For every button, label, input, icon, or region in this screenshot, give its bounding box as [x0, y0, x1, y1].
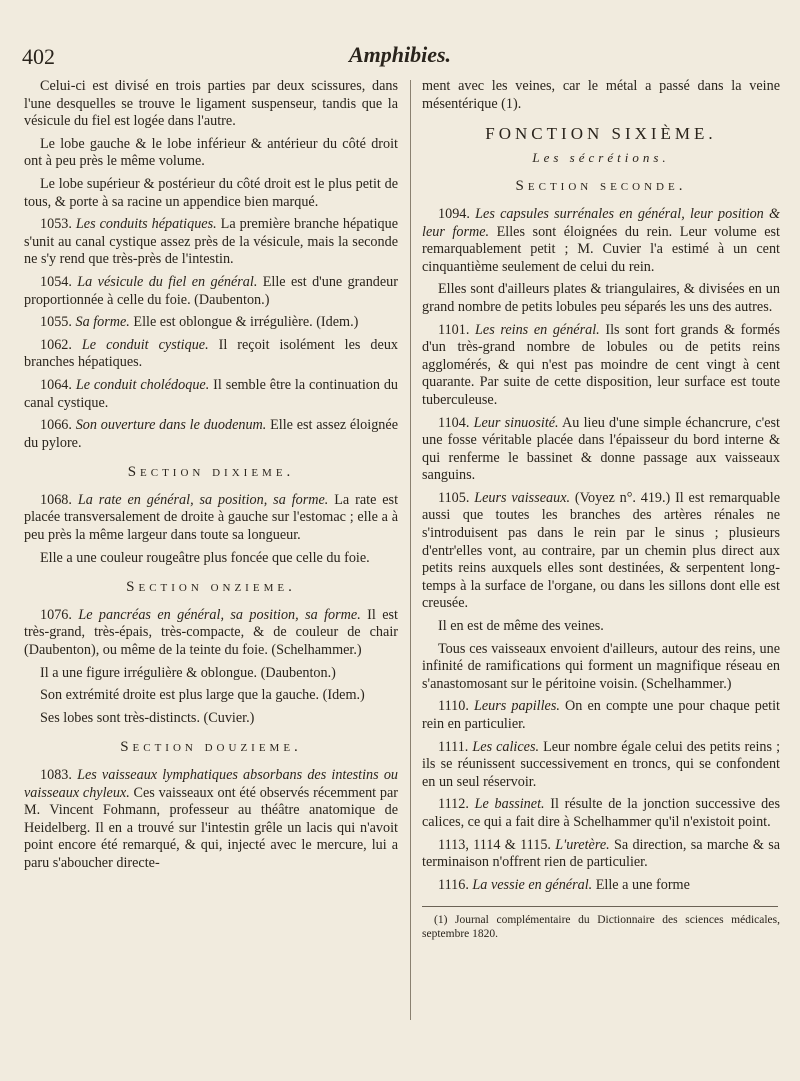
entry-number: 1112.: [438, 796, 469, 813]
entry-1110: [422, 698, 780, 733]
section-heading: Section onzieme.: [126, 579, 296, 596]
entry-number: 1111.: [438, 738, 469, 755]
entry-title: Le pancréas en général, sa position, sa forme.: [78, 606, 361, 623]
paragraph: ment avec les veines, car le métal a passé dans la veine mésentérique (1).: [422, 78, 780, 112]
entry-text: Ces vaisseaux ont été observés récemment par M. Vincent Fohmann, professeur au théâtre anatomique de Heidelberg. Il en a trouvé sur l'intestin grêle un lacis qui n'avoit point encore été remarqué, & qui, injecté avec le mercure, lui a paru s'aboucher directe-: [24, 784, 398, 871]
fonction-heading: FONCTION SIXIÈME.: [485, 124, 717, 144]
paragraph: Son extrémité droite est plus large que la gauche. (Idem.): [40, 687, 365, 704]
entry-text: Elle est oblongue & irrégulière. (Idem.): [133, 314, 359, 331]
entry-number: 1110.: [438, 698, 469, 715]
section-heading: Section dixieme.: [127, 464, 295, 481]
entry-1111: [422, 739, 780, 792]
entry-text: Leur nombre égale celui des petits reins ; ils se réunissent successivement en troncs, qui se confondent en un seul réservoir.: [422, 738, 781, 790]
entry-title: La vésicule du fiel en général.: [77, 273, 258, 290]
entry-text: On en compte une pour chaque petit rein en particulier.: [422, 698, 781, 732]
entry-1055: [24, 314, 398, 332]
paragraph: Le lobe supérieur & postérieur du côté droit est le plus petit de tous, & porte à sa racine un appendice bien marqué.: [24, 175, 398, 210]
footnote-rule: [422, 906, 778, 907]
entry-title: Les calices.: [472, 738, 540, 755]
entry-number: 1053.: [40, 216, 72, 233]
entry-1101: [422, 322, 780, 410]
entry-text: Elles sont éloignées du rein. Leur volume est remarquablement petit ; M. Cuvier l'a estimé à un cent cinquantième seulement de celui du rein.: [422, 223, 780, 275]
paragraph: Il en est de même des veines.: [438, 618, 604, 635]
paragraph: Elle a une couleur rougeâtre plus foncée que celle du foie.: [40, 549, 370, 566]
entry-text: Au lieu d'une simple échancrure, c'est une fosse véritable placée dans l'épaisseur du bord interne & qui renferme le bassinet & donne passage aux vaisseaux sanguins.: [422, 414, 780, 484]
entry-1113: [422, 837, 780, 872]
entry-1064: [24, 377, 398, 412]
entry-title: La rate en général, sa position, sa forme.: [77, 491, 329, 508]
page-number: 402: [22, 44, 55, 69]
entry-title: L'uretère.: [555, 836, 610, 853]
page-header: [0, 40, 800, 80]
entry-text: Elle a une forme: [595, 876, 690, 893]
entry-1105: [422, 490, 780, 613]
section-heading: Section douzieme.: [120, 739, 302, 756]
entry-1068: [24, 492, 398, 545]
entry-title: Son ouverture dans le duodenum.: [75, 417, 267, 434]
entry-text: Elle est assez éloignée du pylore.: [24, 417, 398, 451]
entry-title: La vessie en général.: [472, 876, 593, 893]
entry-number: 1101.: [438, 321, 470, 338]
paragraph: Il a une figure irrégulière & oblongue. (Daubenton.): [40, 664, 336, 681]
left-column: [24, 78, 398, 878]
entry-1066: [24, 417, 398, 452]
entry-title: Leurs vaisseaux.: [474, 489, 571, 506]
entry-1116: [422, 877, 780, 895]
entry-text: La rate est placée transversalement de droite à gauche sur l'estomac ; elle a à peu près la même largeur dans toute sa longueur.: [24, 491, 399, 544]
paragraph: Celui-ci est divisé en trois parties par deux scissures, dans l'une desquelles se trouve le ligament suspenseur, tandis que la vésicule du fiel est logée dans l'autre.: [24, 78, 398, 130]
paragraph: Ses lobes sont très-distincts. (Cuvier.): [40, 709, 255, 726]
entry-number: 1094.: [438, 205, 470, 222]
paragraph: Tous ces vaisseaux envoient d'ailleurs, autour des reins, une infinité de ramifications qui forment un magnifique réseau en s'anastomosant sur le péritoine voisin. (Schelhammer.): [422, 640, 780, 692]
entry-title: Leurs papilles.: [473, 698, 560, 715]
entry-number: 1076.: [40, 606, 72, 623]
entry-number: 1105.: [438, 489, 470, 506]
fonction-subheading: Les sécrétions.: [532, 149, 670, 165]
entry-number: 1066.: [40, 417, 72, 434]
entry-1083: [24, 767, 398, 873]
entry-number: 1083.: [40, 767, 72, 783]
paragraph: Le lobe gauche & le lobe inférieur & antérieur du côté droit ont à peu près le même volume.: [24, 135, 398, 170]
entry-number: 1068.: [40, 491, 72, 508]
entry-text: (Voyez n°. 419.) Il est remarquable aussi que toutes les branches des artères rénales ne s'introduisent pas dans le rein par le sinus ; plusieurs d'entr'elles vont, au contraire, par un chemin plus direct aux petits reins auxquels elles sont destinées, & serpentent long-temps à la surface de l'organe, ou dans les sillons dont elle est creusée.: [422, 489, 781, 612]
entry-title: Le bassinet.: [474, 796, 545, 813]
entry-1112: [422, 796, 780, 831]
entry-text: Il est très-grand, très-épais, très-compacte, & de couleur de chair (Daubenton), ou même de la teinte du foie. (Schelhammer.): [24, 606, 398, 659]
entry-title: Les conduits hépatiques.: [75, 216, 217, 233]
entry-number: 1054.: [40, 273, 72, 290]
entry-title: Le conduit cholédoque.: [75, 376, 210, 393]
column-divider: [410, 80, 411, 1020]
entry-text: Il semble être la continuation du canal cystique.: [24, 376, 399, 411]
entry-1054: [24, 274, 398, 309]
entry-number: 1064.: [40, 376, 72, 393]
entry-title: Sa forme.: [75, 314, 130, 331]
entry-1062: [24, 337, 398, 372]
entry-text: Il résulte de la jonction successive des calices, ce qui a fait dire à Schelhammer qu'il n'existoit point.: [422, 796, 780, 830]
entry-text: La première branche hépatique s'unit au canal cystique assez près de la vésicule, mais la seconde ne s'y rend que très-près de l'intestin.: [24, 216, 399, 268]
entry-1053: [24, 216, 398, 269]
entry-title: Les vaisseaux lymphatiques absorbans des intestins ou vaisseaux chyleux.: [24, 767, 399, 801]
entry-text: Ils sont fort grands & formés d'un très-grand nombre de lobules ou de petits reins agglomérés, & qui n'est pas moindre de cent vingt à cent quarante. Par suite de cette disposition, leur surface est toute tuberculeuse.: [422, 321, 781, 408]
entry-text: Elle est d'une grandeur proportionnée à celle du foie. (Daubenton.): [24, 273, 399, 308]
entry-number: 1113, 1114 & 1115.: [438, 836, 551, 853]
entry-number: 1055.: [40, 314, 72, 331]
entry-1094: [422, 206, 780, 276]
entry-title: Les capsules surrénales en général, leur position & leur forme.: [422, 205, 781, 240]
paragraph: Elles sont d'ailleurs plates & triangulaires, & divisées en un grand nombre de petits lobules peu séparés les uns des autres.: [422, 281, 780, 315]
entry-title: Le conduit cystique.: [81, 336, 209, 353]
running-title: Amphibies.: [348, 42, 452, 67]
entry-number: 1116.: [438, 876, 469, 893]
entry-title: Les reins en général.: [475, 321, 600, 338]
entry-text: Sa direction, sa marche & sa terminaison n'offrent rien de particulier.: [422, 836, 781, 871]
entry-title: Leur sinuosité.: [473, 414, 559, 431]
section-heading: Section seconde.: [515, 178, 687, 195]
entry-number: 1104.: [438, 414, 470, 431]
entry-text: Il reçoit isolément les deux branches hépatiques.: [24, 336, 399, 371]
entry-number: 1062.: [40, 336, 72, 353]
entry-1104: [422, 415, 780, 485]
footnote: (1) Journal complémentaire du Dictionnaire des sciences médicales, septembre 1820.: [422, 914, 780, 941]
entry-1076: [24, 607, 398, 660]
right-column: [422, 78, 780, 946]
